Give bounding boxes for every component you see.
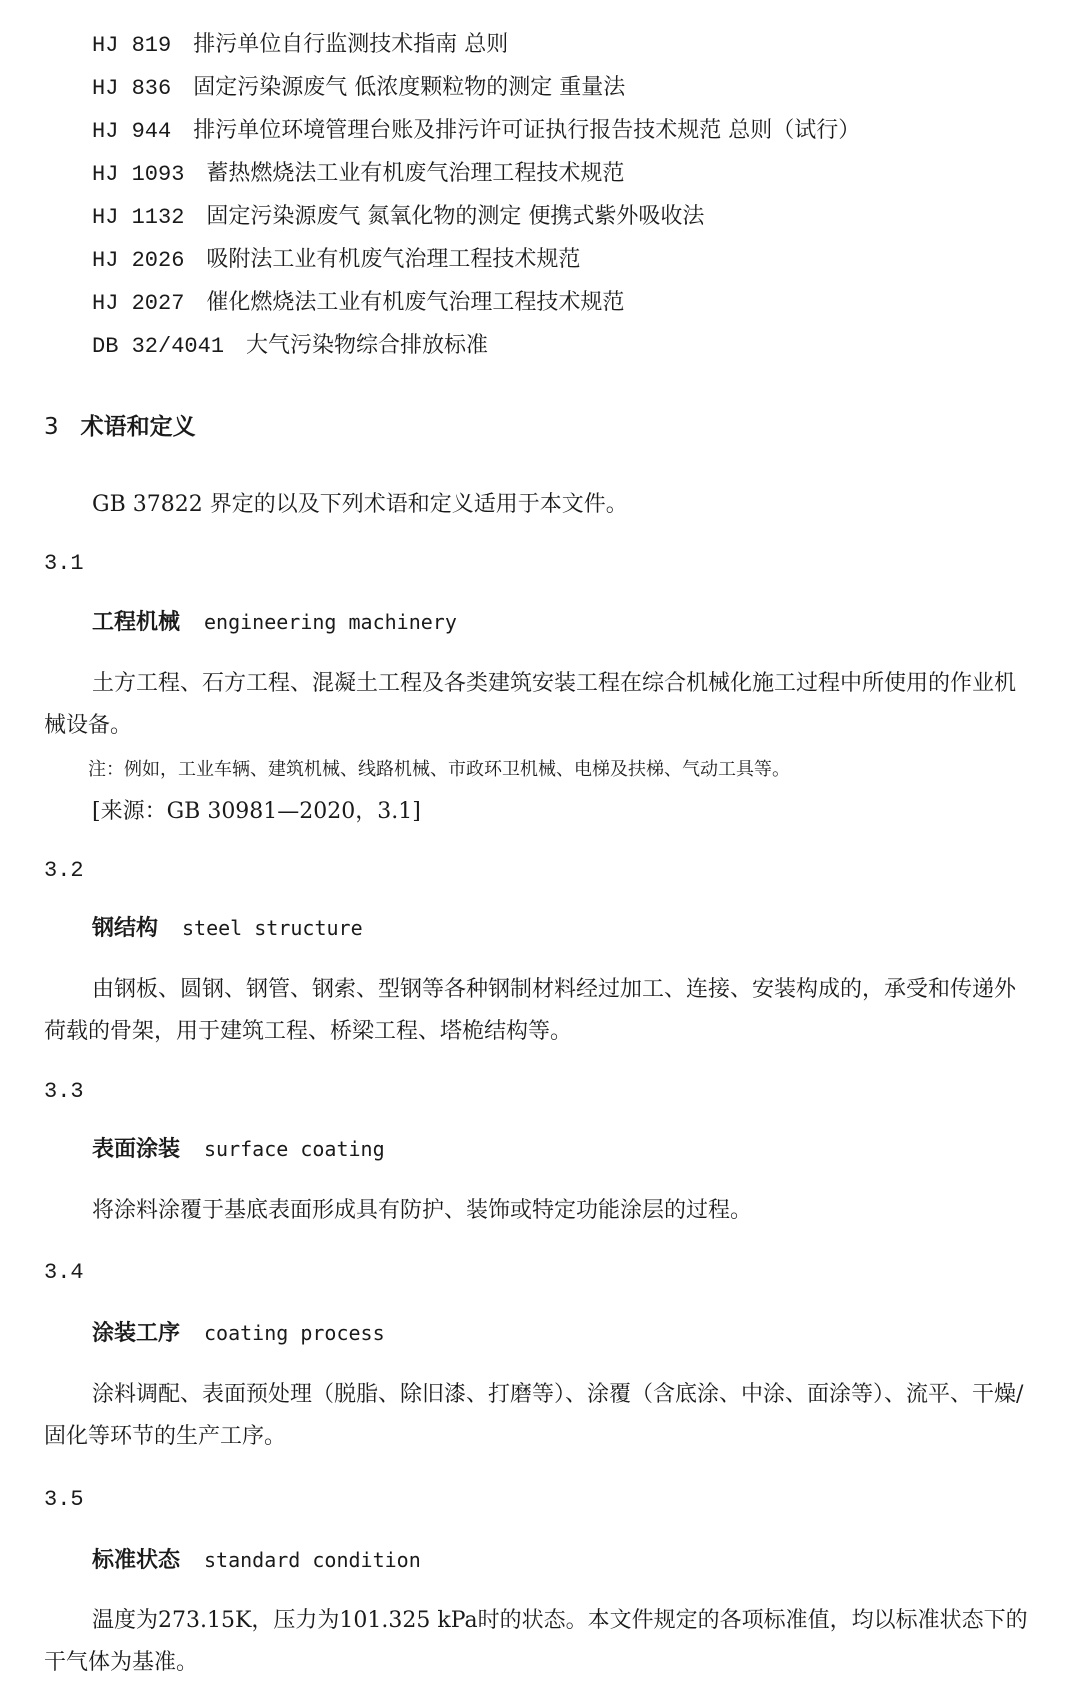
term-chinese: 表面涂装: [92, 1137, 181, 1162]
term-heading: [92, 607, 457, 638]
term-definition: 涂料调配、表面预处理（脱脂、除旧漆、打磨等）、涂覆（含底涂、中涂、面涂等）、流平、干燥/固化等环节的生产工序。: [44, 1382, 1024, 1449]
term-chinese: 标准状态: [92, 1548, 181, 1573]
term-note: 注：例如，工业车辆、建筑机械、线路机械、市政环卫机械、电梯及扶梯、气动工具等。: [88, 759, 790, 780]
reference-title: 蓄热燃烧法工业有机废气治理工程技术规范: [206, 161, 625, 186]
reference-title: 排污单位自行监测技术指南 总则: [193, 32, 509, 57]
term-number: 3.4: [44, 1260, 84, 1285]
reference-item: [92, 288, 624, 319]
reference-code: HJ 944: [92, 119, 172, 144]
section-heading: [44, 408, 196, 441]
reference-code: HJ 1132: [92, 205, 185, 230]
reference-item: [92, 30, 508, 61]
term-source: [来源：GB 30981—2020，3.1]: [92, 799, 421, 824]
term-chinese: 涂装工序: [92, 1321, 181, 1346]
term-english: standard condition: [204, 1548, 421, 1572]
term-english: surface coating: [204, 1137, 385, 1161]
reference-code: HJ 1093: [92, 162, 185, 187]
term-heading: [92, 1545, 421, 1576]
reference-title: 固定污染源废气 氮氧化物的测定 便携式紫外吸收法: [206, 204, 705, 229]
reference-code: DB 32/4041: [92, 334, 225, 359]
reference-item: [92, 116, 860, 147]
term-chinese: 钢结构: [92, 916, 159, 941]
term-heading: [92, 1134, 385, 1165]
reference-item: [92, 202, 704, 233]
reference-code: HJ 2027: [92, 291, 185, 316]
reference-item: [92, 245, 580, 276]
section-intro: GB 37822 界定的以及下列术语和定义适用于本文件。: [92, 492, 628, 517]
term-definition: 温度为273.15K，压力为101.325 kPa时的状态。本文件规定的各项标准值，均以标准状态下的干气体为基准。: [44, 1608, 1028, 1675]
term-definition: 由钢板、圆钢、钢管、钢索、型钢等各种钢制材料经过加工、连接、安装构成的，承受和传递外荷载的骨架，用于建筑工程、桥梁工程、塔桅结构等。: [44, 977, 1017, 1044]
reference-code: HJ 836: [92, 76, 172, 101]
section-number: 3: [44, 414, 59, 440]
term-english: engineering machinery: [204, 610, 457, 634]
term-definition: 将涂料涂覆于基底表面形成具有防护、装饰或特定功能涂层的过程。: [92, 1198, 753, 1223]
reference-title: 催化燃烧法工业有机废气治理工程技术规范: [206, 290, 625, 315]
term-number: 3.1: [44, 551, 84, 576]
reference-title: 排污单位环境管理台账及排污许可证执行报告技术规范 总则（试行）: [193, 118, 861, 143]
term-number: 3.3: [44, 1079, 84, 1104]
section-title: 术语和定义: [80, 414, 196, 440]
term-english: steel structure: [182, 916, 363, 940]
reference-code: HJ 819: [92, 33, 172, 58]
reference-item: [92, 73, 625, 104]
term-english: coating process: [204, 1321, 385, 1345]
reference-title: 固定污染源废气 低浓度颗粒物的测定 重量法: [193, 75, 626, 100]
reference-code: HJ 2026: [92, 248, 185, 273]
reference-title: 吸附法工业有机废气治理工程技术规范: [206, 247, 581, 272]
term-number: 3.5: [44, 1487, 84, 1512]
term-number: 3.2: [44, 858, 84, 883]
term-definition: 土方工程、石方工程、混凝土工程及各类建筑安装工程在综合机械化施工过程中所使用的作业机械设备。: [44, 671, 1017, 738]
term-chinese: 工程机械: [92, 610, 181, 635]
reference-item: [92, 159, 624, 190]
reference-item: [92, 331, 488, 362]
term-heading: [92, 913, 363, 944]
reference-title: 大气污染物综合排放标准: [246, 333, 489, 358]
term-heading: [92, 1318, 385, 1349]
